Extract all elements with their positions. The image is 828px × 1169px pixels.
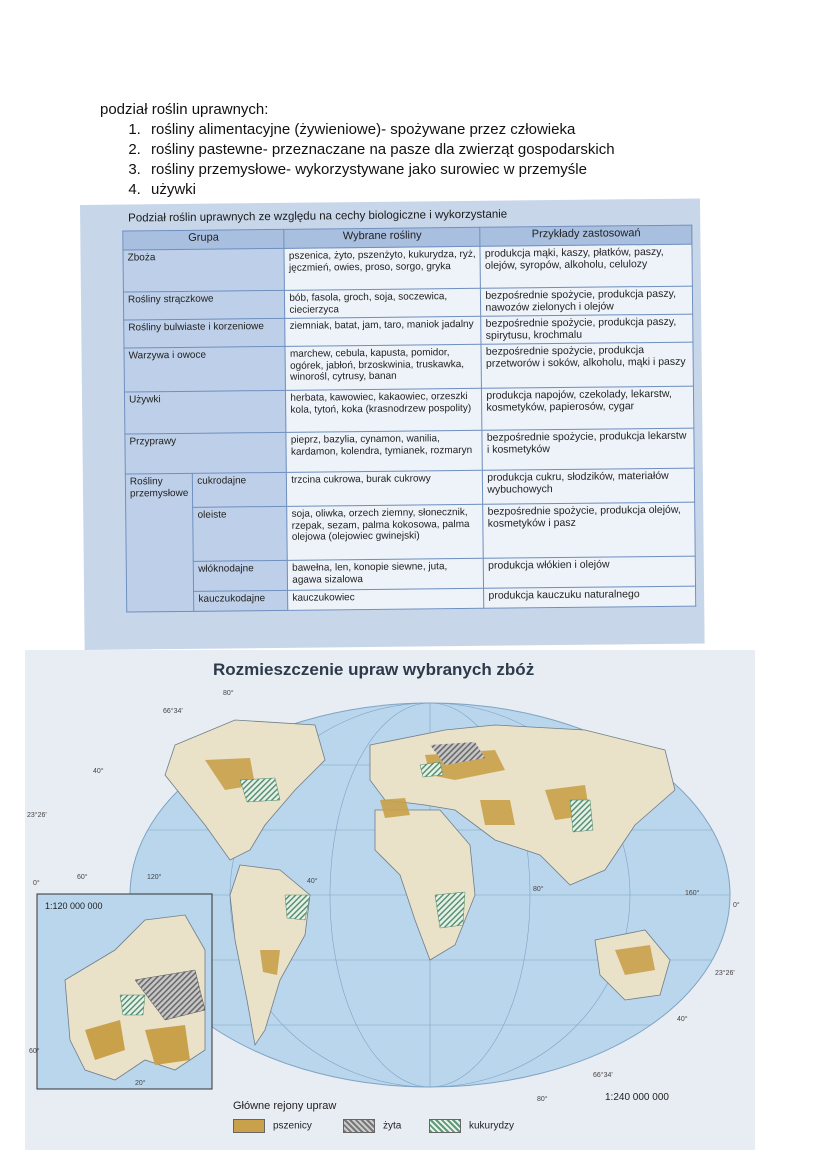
degree-label: 120° <box>147 874 162 881</box>
table-row <box>124 386 694 434</box>
group-cell: Zboża <box>123 248 285 292</box>
intro-heading: podział roślin uprawnych: <box>100 101 269 118</box>
column-header: Wybrane rośliny <box>284 227 480 248</box>
crop-table <box>122 225 696 613</box>
map-title: Rozmieszczenie upraw wybranych zbóż <box>213 660 535 679</box>
degree-label: 66°34' <box>163 708 183 715</box>
degree-label: 23°26' <box>27 812 47 819</box>
degree-label: 80° <box>537 1096 548 1103</box>
plants-cell: pszenica, żyto, pszenżyto, kukurydza, ryż, jęczmień, owies, proso, sorgo, gryka <box>284 246 480 290</box>
table-row <box>123 244 693 292</box>
degree-label: 20° <box>135 1080 146 1087</box>
degree-label: 0° <box>33 880 40 887</box>
europe-inset <box>37 894 212 1089</box>
uses-cell: bezpośrednie spożycie, produkcja lekarstw i kosmetyków <box>482 428 694 470</box>
world-map <box>25 650 755 1150</box>
plants-cell: soja, oliwka, orzech ziemny, słonecznik, rzepak, sezam, palma kokosowa, palma olejowa (olejowiec gwinejski) <box>287 504 484 560</box>
degree-label: 40° <box>93 768 104 775</box>
degree-label: 80° <box>223 690 234 697</box>
legend-label: kukurydzy <box>469 1120 515 1132</box>
list-item: 1. rośliny alimentacyjne (żywieniowe)- spożywane przez człowieka <box>145 120 780 140</box>
plants-cell: bób, fasola, groch, soja, soczewica, ciecierzyca <box>285 288 481 318</box>
group-cell: Używki <box>124 390 286 434</box>
list-item: 4. używki <box>145 180 780 200</box>
plants-cell: trzcina cukrowa, burak cukrowy <box>287 470 483 506</box>
subgroup-cell: cukrodajne <box>193 472 287 507</box>
group-cell: Rośliny strączkowe <box>123 290 285 320</box>
grain-map-photo <box>25 650 755 1150</box>
uses-cell: produkcja kauczuku naturalnego <box>484 586 696 608</box>
group-cell: Rośliny przemysłowe <box>125 473 194 612</box>
table-caption: Podział roślin uprawnych ze względu na cechy biologiczne i wykorzystanie <box>128 208 508 225</box>
legend-label: pszenicy <box>273 1120 312 1132</box>
subgroup-cell: oleiste <box>193 506 288 561</box>
group-cell: Przyprawy <box>125 432 287 474</box>
group-cell: Rośliny bulwiaste i korzeniowe <box>124 318 286 348</box>
legend-title: Główne rejony upraw <box>233 1100 337 1112</box>
subgroup-cell: włóknodajne <box>194 560 288 591</box>
plants-cell: marchew, cebula, kapusta, pomidor, ogórek, jabłoń, brzoskwinia, truskawka, winorośl, cytrusy, banan <box>285 344 481 390</box>
degree-label: 23°26' <box>715 970 735 977</box>
plants-cell: pieprz, bazylia, cynamon, wanilia, kardamon, kolendra, tymianek, rozmaryn <box>286 430 482 472</box>
subgroup-cell: kauczukodajne <box>194 590 288 611</box>
degree-label: 40° <box>307 878 318 885</box>
list-item: 3. rośliny przemysłowe- wykorzystywane jako surowiec w przemyśle <box>145 160 780 180</box>
column-header: Grupa <box>123 229 285 250</box>
table-row <box>126 502 696 562</box>
degree-label: 60° <box>29 1048 40 1055</box>
uses-cell: bezpośrednie spożycie, produkcja przetworów i soków, alkoholu, mąki i paszy <box>481 342 693 388</box>
table-row <box>124 342 694 392</box>
plants-cell: herbata, kawowiec, kakaowiec, orzeszki kola, tytoń, koka (krasnodrzew pospolity) <box>286 388 482 432</box>
crop-table-photo <box>80 199 705 650</box>
column-header: Przykłady zastosowań <box>480 225 692 246</box>
plants-cell: ziemniak, batat, jam, taro, maniok jadalny <box>285 316 481 346</box>
degree-label: 40° <box>677 1016 688 1023</box>
plants-cell: bawełna, len, konopie siewne, juta, agawa sizalowa <box>288 558 484 590</box>
degree-label: 60° <box>77 874 88 881</box>
degree-label: 160° <box>685 890 700 897</box>
uses-cell: produkcja napojów, czekolady, lekarstw, kosmetyków, papierosów, cygar <box>482 386 694 430</box>
legend-item-wheat <box>233 1119 312 1133</box>
list-item: 2. rośliny pastewne- przeznaczane na pasze dla zwierząt gospodarskich <box>145 140 780 160</box>
plants-cell: kauczukowiec <box>288 588 484 610</box>
rye-swatch <box>343 1119 375 1133</box>
inset-scale-label: 1:120 000 000 <box>45 901 103 911</box>
corn-swatch <box>429 1119 461 1133</box>
uses-cell: produkcja cukru, słodzików, materiałów wybuchowych <box>483 468 695 504</box>
crop-type-list <box>100 120 780 200</box>
legend-item-corn <box>429 1119 514 1133</box>
degree-label: 0° <box>733 902 740 909</box>
uses-cell: produkcja mąki, kaszy, płatków, paszy, olejów, syropów, alkoholu, celulozy <box>480 244 692 288</box>
main-scale-label: 1:240 000 000 <box>605 1092 669 1103</box>
group-cell: Warzywa i owoce <box>124 346 286 392</box>
uses-cell: bezpośrednie spożycie, produkcja olejów, kosmetyków i pasz <box>483 502 696 558</box>
table-row <box>125 428 695 474</box>
uses-cell: bezpośrednie spożycie, produkcja paszy, nawozów zielonych i olejów <box>481 286 693 316</box>
legend-label: żyta <box>383 1120 402 1132</box>
legend-item-rye <box>343 1119 401 1133</box>
wheat-swatch <box>233 1119 265 1133</box>
degree-label: 80° <box>533 886 544 893</box>
degree-label: 66°34' <box>593 1072 613 1079</box>
uses-cell: produkcja włókien i olejów <box>484 556 696 588</box>
intro-section <box>100 100 780 200</box>
uses-cell: bezpośrednie spożycie, produkcja paszy, spirytusu, krochmalu <box>481 314 693 344</box>
